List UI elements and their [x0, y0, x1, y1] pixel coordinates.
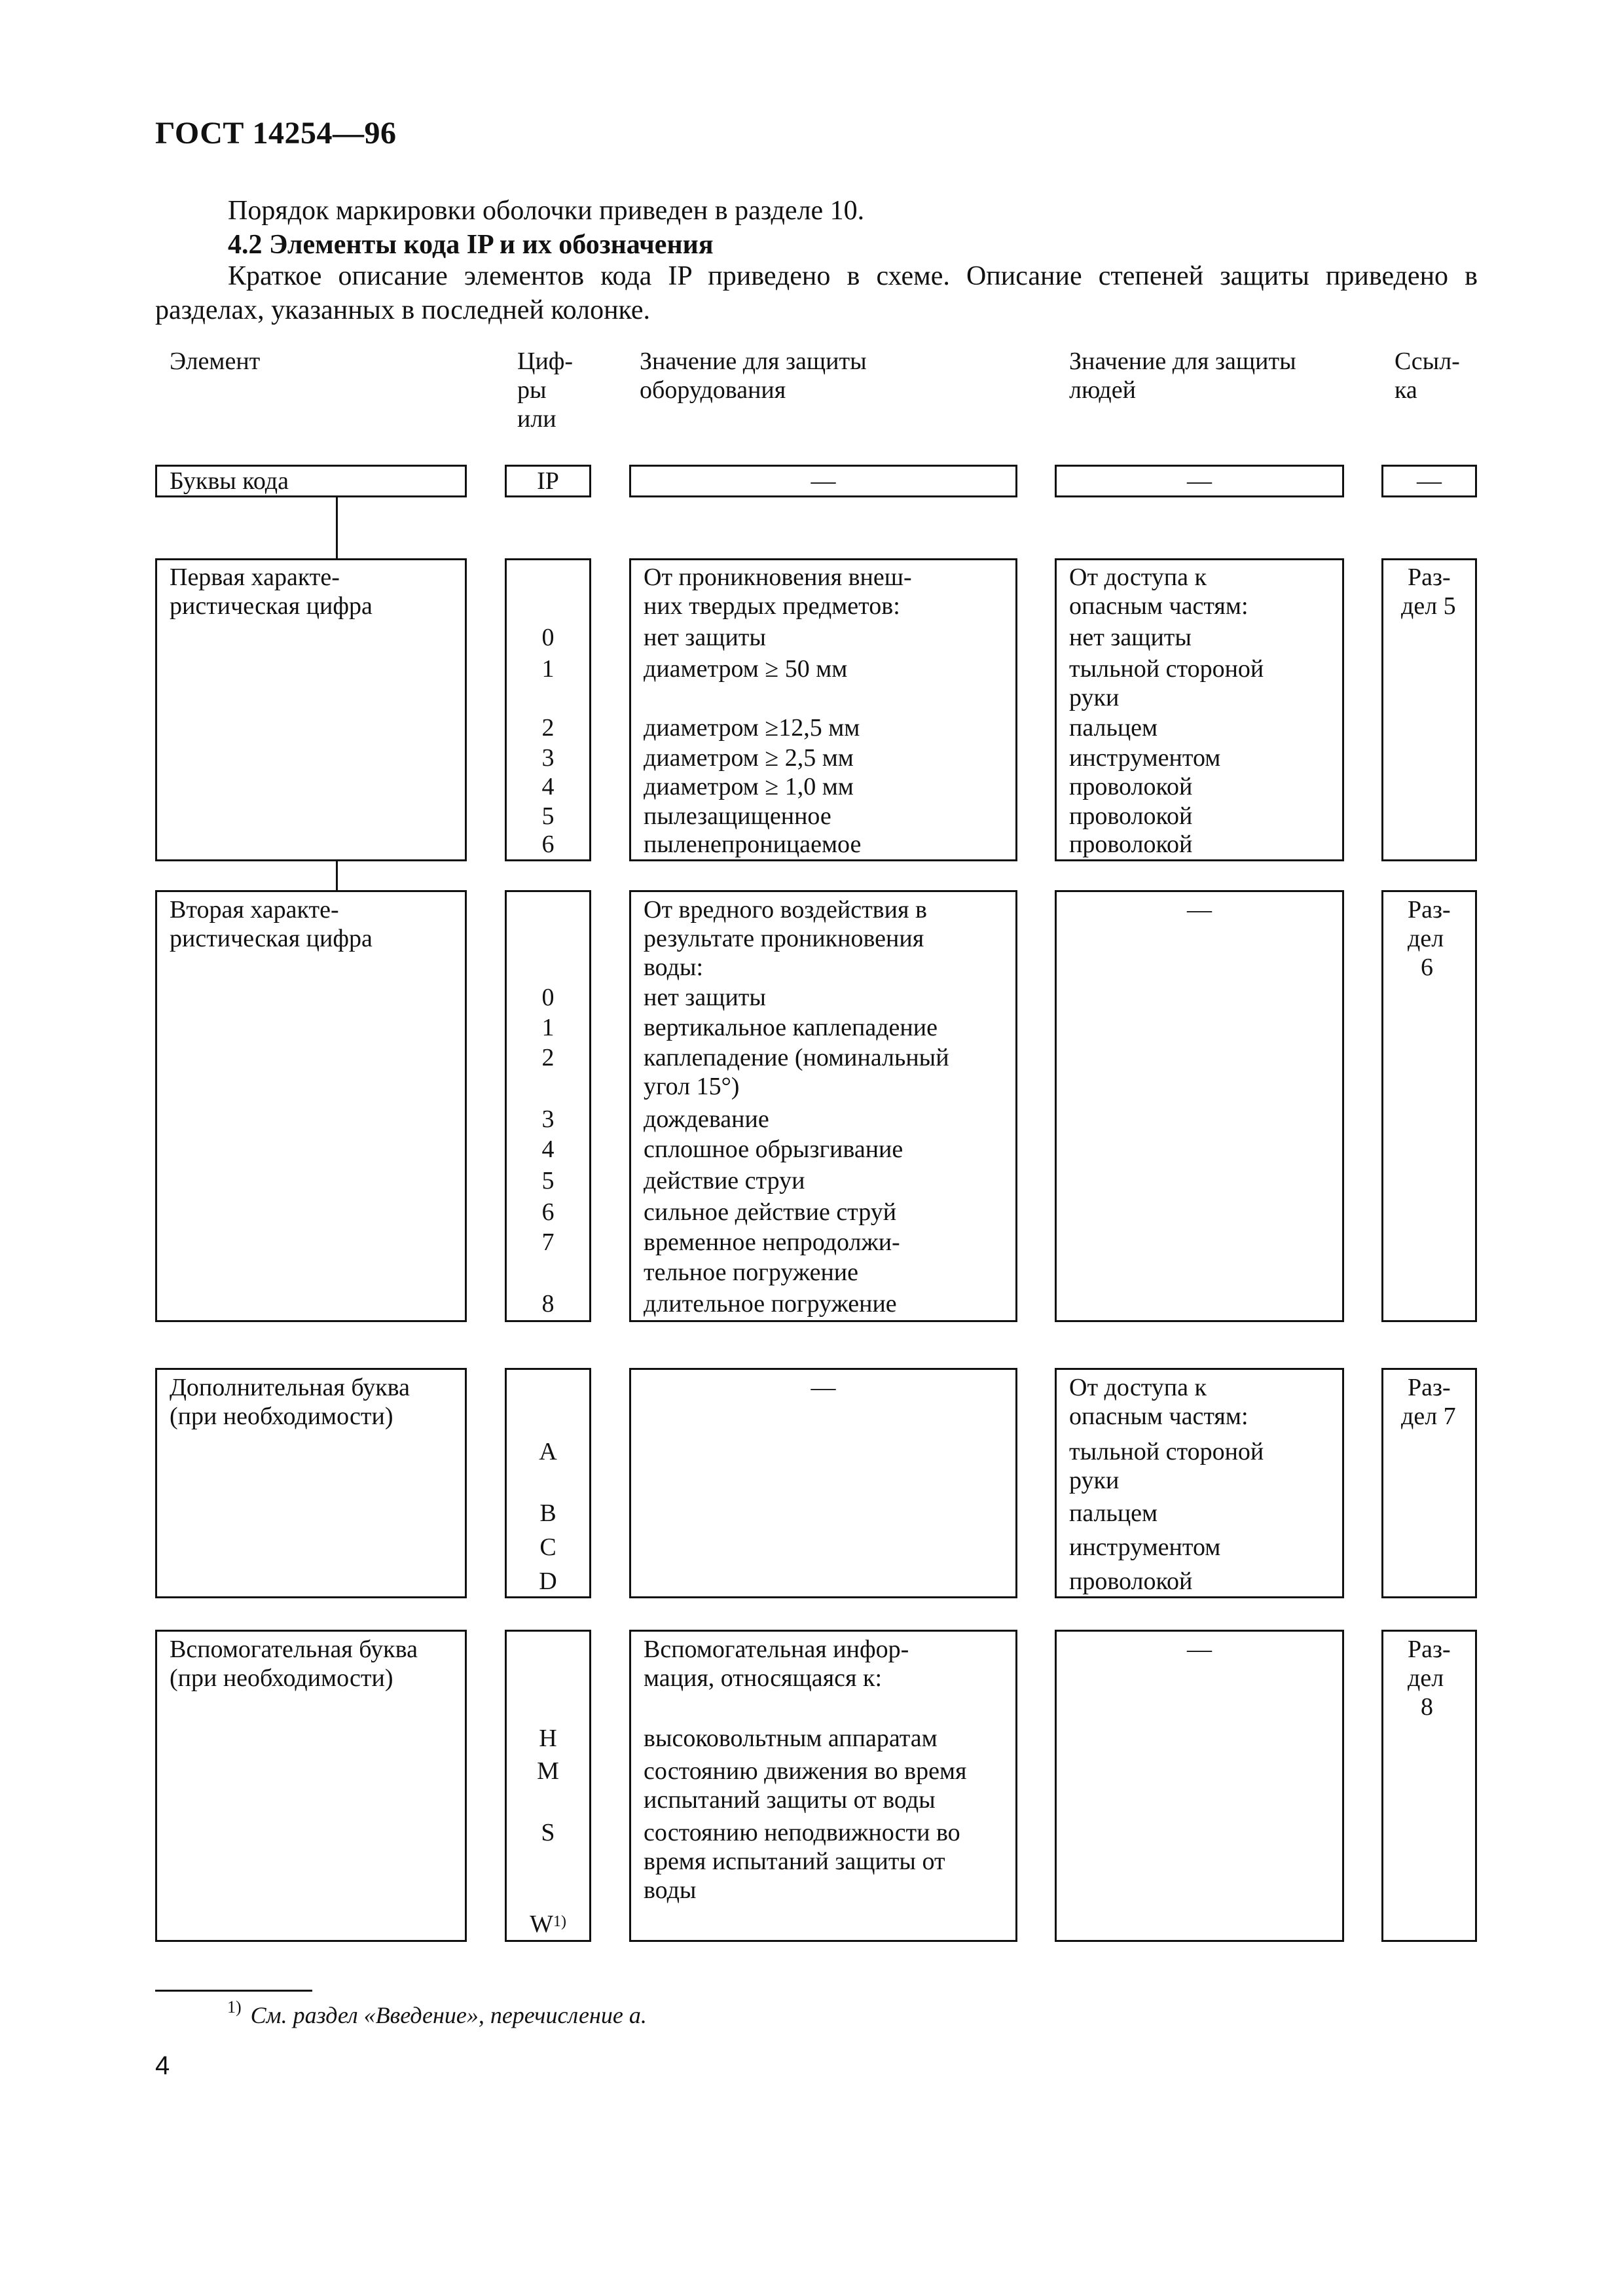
second-digit-digit: 2	[541, 1044, 555, 1071]
first-digit-equipment-line: диаметром ≥12,5 мм	[644, 714, 860, 742]
first-digit-digit: 6	[541, 831, 555, 858]
connector-line	[336, 861, 338, 890]
auxiliary-letter-equipment-line: мация, относящаяся к:	[644, 1664, 883, 1692]
additional-letter-people-line: руки	[1069, 1467, 1120, 1494]
col-header-people: Значение для защиты людей	[1069, 348, 1296, 404]
second-digit-digit: 7	[541, 1229, 555, 1256]
second-digit-digit: 5	[541, 1167, 555, 1194]
first-digit-people-line: опасным частям:	[1069, 592, 1249, 620]
second-digit-element: ристическая цифра	[170, 925, 373, 952]
auxiliary-letter-equipment-line: испытаний защиты от воды	[644, 1786, 936, 1814]
first-digit-equipment-line: нет защиты	[644, 624, 766, 651]
second-digit-digit: 1	[541, 1014, 555, 1041]
auxiliary-letter-digits-box	[505, 1630, 591, 1942]
second-digit-equipment-line: воды:	[644, 954, 704, 981]
second-digit-equipment-line: действие струи	[644, 1167, 805, 1194]
first-digit-digit: 1	[541, 655, 555, 683]
auxiliary-letter-ref: дел	[1408, 1664, 1444, 1692]
intro-paragraph: Краткое описание элементов кода IP приведено в схеме. Описание степеней защиты приведено в разделах, указанных в последней колонке.	[155, 261, 1478, 325]
second-digit-equipment-line: результате проникновения	[644, 925, 924, 952]
second-digit-equipment-line: длительное погружение	[644, 1290, 897, 1318]
first-digit-people-line: нет защиты	[1069, 624, 1192, 651]
second-digit-equipment-line: сплошное обрызгивание	[644, 1136, 903, 1163]
additional-letter-people-line: проволокой	[1069, 1568, 1193, 1595]
auxiliary-letter-equipment-line: состоянию движения во время	[644, 1757, 967, 1785]
second-digit-equipment-line: угол 15°)	[644, 1073, 740, 1100]
first-digit-equipment-line: пыленепроницаемое	[644, 831, 862, 858]
code-letters-element: Буквы кода	[170, 467, 289, 495]
first-digit-digit: 0	[541, 624, 555, 651]
first-digit-element: Первая характе-	[170, 564, 340, 591]
connector-line	[336, 497, 338, 559]
second-digit-ref: 6	[1421, 954, 1433, 981]
footnote-text: См. раздел «Введение», перечисление а.	[250, 2002, 647, 2028]
second-digit-equipment-line: вертикальное каплепадение	[644, 1014, 938, 1041]
additional-letter-ref: Раз-	[1408, 1374, 1451, 1401]
second-digit-equipment-line: сильное действие струй	[644, 1198, 897, 1226]
auxiliary-letter-code-w: $W^{1)}$	[530, 1910, 566, 1938]
auxiliary-letter-code: H	[539, 1725, 557, 1752]
additional-letter-code: A	[539, 1438, 557, 1465]
first-digit-digit: 5	[541, 802, 555, 830]
marking-paragraph: Порядок маркировки оболочки приведен в разделе 10.	[228, 196, 865, 226]
second-digit-equipment-line: тельное погружение	[644, 1259, 859, 1286]
auxiliary-letter-equipment-line: Вспомогательная инфор-	[644, 1636, 909, 1663]
additional-letter-code: C	[539, 1534, 556, 1561]
first-digit-equipment-line: От проникновения внеш-	[644, 564, 912, 591]
second-digit-ref: дел	[1408, 925, 1444, 952]
additional-letter-people-line: пальцем	[1069, 1499, 1158, 1527]
footnote-reference: 1)	[553, 1913, 566, 1930]
second-digit-digit: 0	[541, 984, 555, 1011]
section-heading: 4.2 Элементы кода IP и их обозначения	[228, 230, 714, 260]
additional-letter-ref: дел 7	[1401, 1403, 1456, 1430]
first-digit-people-line: руки	[1069, 684, 1120, 711]
code-letters-people: —	[1187, 467, 1212, 495]
second-digit-element: Вторая характе-	[170, 896, 339, 924]
additional-letter-people-line: От доступа к	[1069, 1374, 1207, 1401]
auxiliary-letter-code: S	[541, 1819, 555, 1846]
additional-letter-element: (при необходимости)	[170, 1403, 393, 1430]
first-digit-digit: 2	[541, 714, 555, 742]
auxiliary-letter-ref: 8	[1421, 1693, 1433, 1721]
additional-letter-code: D	[539, 1568, 557, 1595]
auxiliary-letter-equipment-line: воды	[644, 1876, 697, 1904]
additional-letter-people-line: инструментом	[1069, 1534, 1221, 1561]
auxiliary-letter-element: (при необходимости)	[170, 1664, 393, 1692]
first-digit-people-line: пальцем	[1069, 714, 1158, 742]
second-digit-equipment-line: дождевание	[644, 1105, 769, 1133]
col-header-ref: Ссыл- ка	[1395, 348, 1460, 404]
first-digit-people-line: тыльной стороной	[1069, 655, 1264, 683]
first-digit-people-line: проволокой	[1069, 773, 1193, 800]
footnote-mark: 1)	[227, 1998, 242, 2017]
col-header-digits: Циф- ры или	[517, 348, 574, 433]
auxiliary-letter-element: Вспомогательная буква	[170, 1636, 418, 1663]
auxiliary-letter-equipment-line: время испытаний защиты от	[644, 1848, 945, 1875]
additional-letter-equipment: —	[811, 1374, 836, 1401]
auxiliary-letter-people-box	[1055, 1630, 1344, 1942]
first-digit-element: ристическая цифра	[170, 592, 373, 620]
second-digit-digit: 6	[541, 1198, 555, 1226]
additional-letter-equipment-box	[629, 1368, 1017, 1598]
page-number: 4	[155, 2051, 170, 2080]
first-digit-equipment-line: диаметром ≥ 1,0 мм	[644, 773, 854, 800]
additional-letter-people-line: тыльной стороной	[1069, 1438, 1264, 1465]
first-digit-people-line: проволокой	[1069, 802, 1193, 830]
additional-letter-code: B	[539, 1499, 556, 1527]
first-digit-equipment-line: диаметром ≥ 2,5 мм	[644, 744, 854, 772]
second-digit-digit: 4	[541, 1136, 555, 1163]
first-digit-equipment-line: диаметром ≥ 50 мм	[644, 655, 848, 683]
col-header-element: Элемент	[170, 348, 261, 375]
second-digit-digit: 3	[541, 1105, 555, 1133]
second-digit-digit: 8	[541, 1290, 555, 1318]
second-digit-people: —	[1187, 896, 1212, 924]
first-digit-ref: дел 5	[1401, 592, 1456, 620]
auxiliary-letter-equipment-line: состоянию неподвижности во	[644, 1819, 960, 1846]
auxiliary-letter-code: M	[537, 1757, 559, 1785]
auxiliary-letter-equipment-line: высоковольтным аппаратам	[644, 1725, 938, 1752]
additional-letter-people-line: опасным частям:	[1069, 1403, 1249, 1430]
auxiliary-letter-ref: Раз-	[1408, 1636, 1451, 1663]
footnote-rule	[155, 1990, 312, 1992]
auxiliary-letter-people: —	[1187, 1636, 1212, 1663]
first-digit-digit: 4	[541, 773, 555, 800]
first-digit-ref: Раз-	[1408, 564, 1451, 591]
code-letters-code: IP	[537, 467, 559, 495]
first-digit-digit: 3	[541, 744, 555, 772]
second-digit-people-box	[1055, 890, 1344, 1322]
first-digit-people-line: От доступа к	[1069, 564, 1207, 591]
footnote	[227, 1998, 647, 2029]
col-header-equipment: Значение для защиты оборудования	[640, 348, 867, 404]
second-digit-equipment-line: каплепадение (номинальный	[644, 1044, 949, 1071]
second-digit-equipment-line: временное непродолжи-	[644, 1229, 900, 1256]
second-digit-equipment-line: От вредного воздействия в	[644, 896, 927, 924]
second-digit-ref: Раз-	[1408, 896, 1451, 924]
document-header: ГОСТ 14254—96	[155, 116, 397, 151]
code-letters-ref: —	[1417, 467, 1442, 495]
first-digit-equipment-line: пылезащищенное	[644, 802, 831, 830]
additional-letter-element: Дополнительная буква	[170, 1374, 410, 1401]
first-digit-people-line: инструментом	[1069, 744, 1221, 772]
code-letters-equipment: —	[811, 467, 836, 495]
second-digit-equipment-line: нет защиты	[644, 984, 766, 1011]
additional-letter-digits-box	[505, 1368, 591, 1598]
second-digit-element-box	[155, 890, 467, 1322]
first-digit-people-line: проволокой	[1069, 831, 1193, 858]
first-digit-equipment-line: них твердых предметов:	[644, 592, 900, 620]
